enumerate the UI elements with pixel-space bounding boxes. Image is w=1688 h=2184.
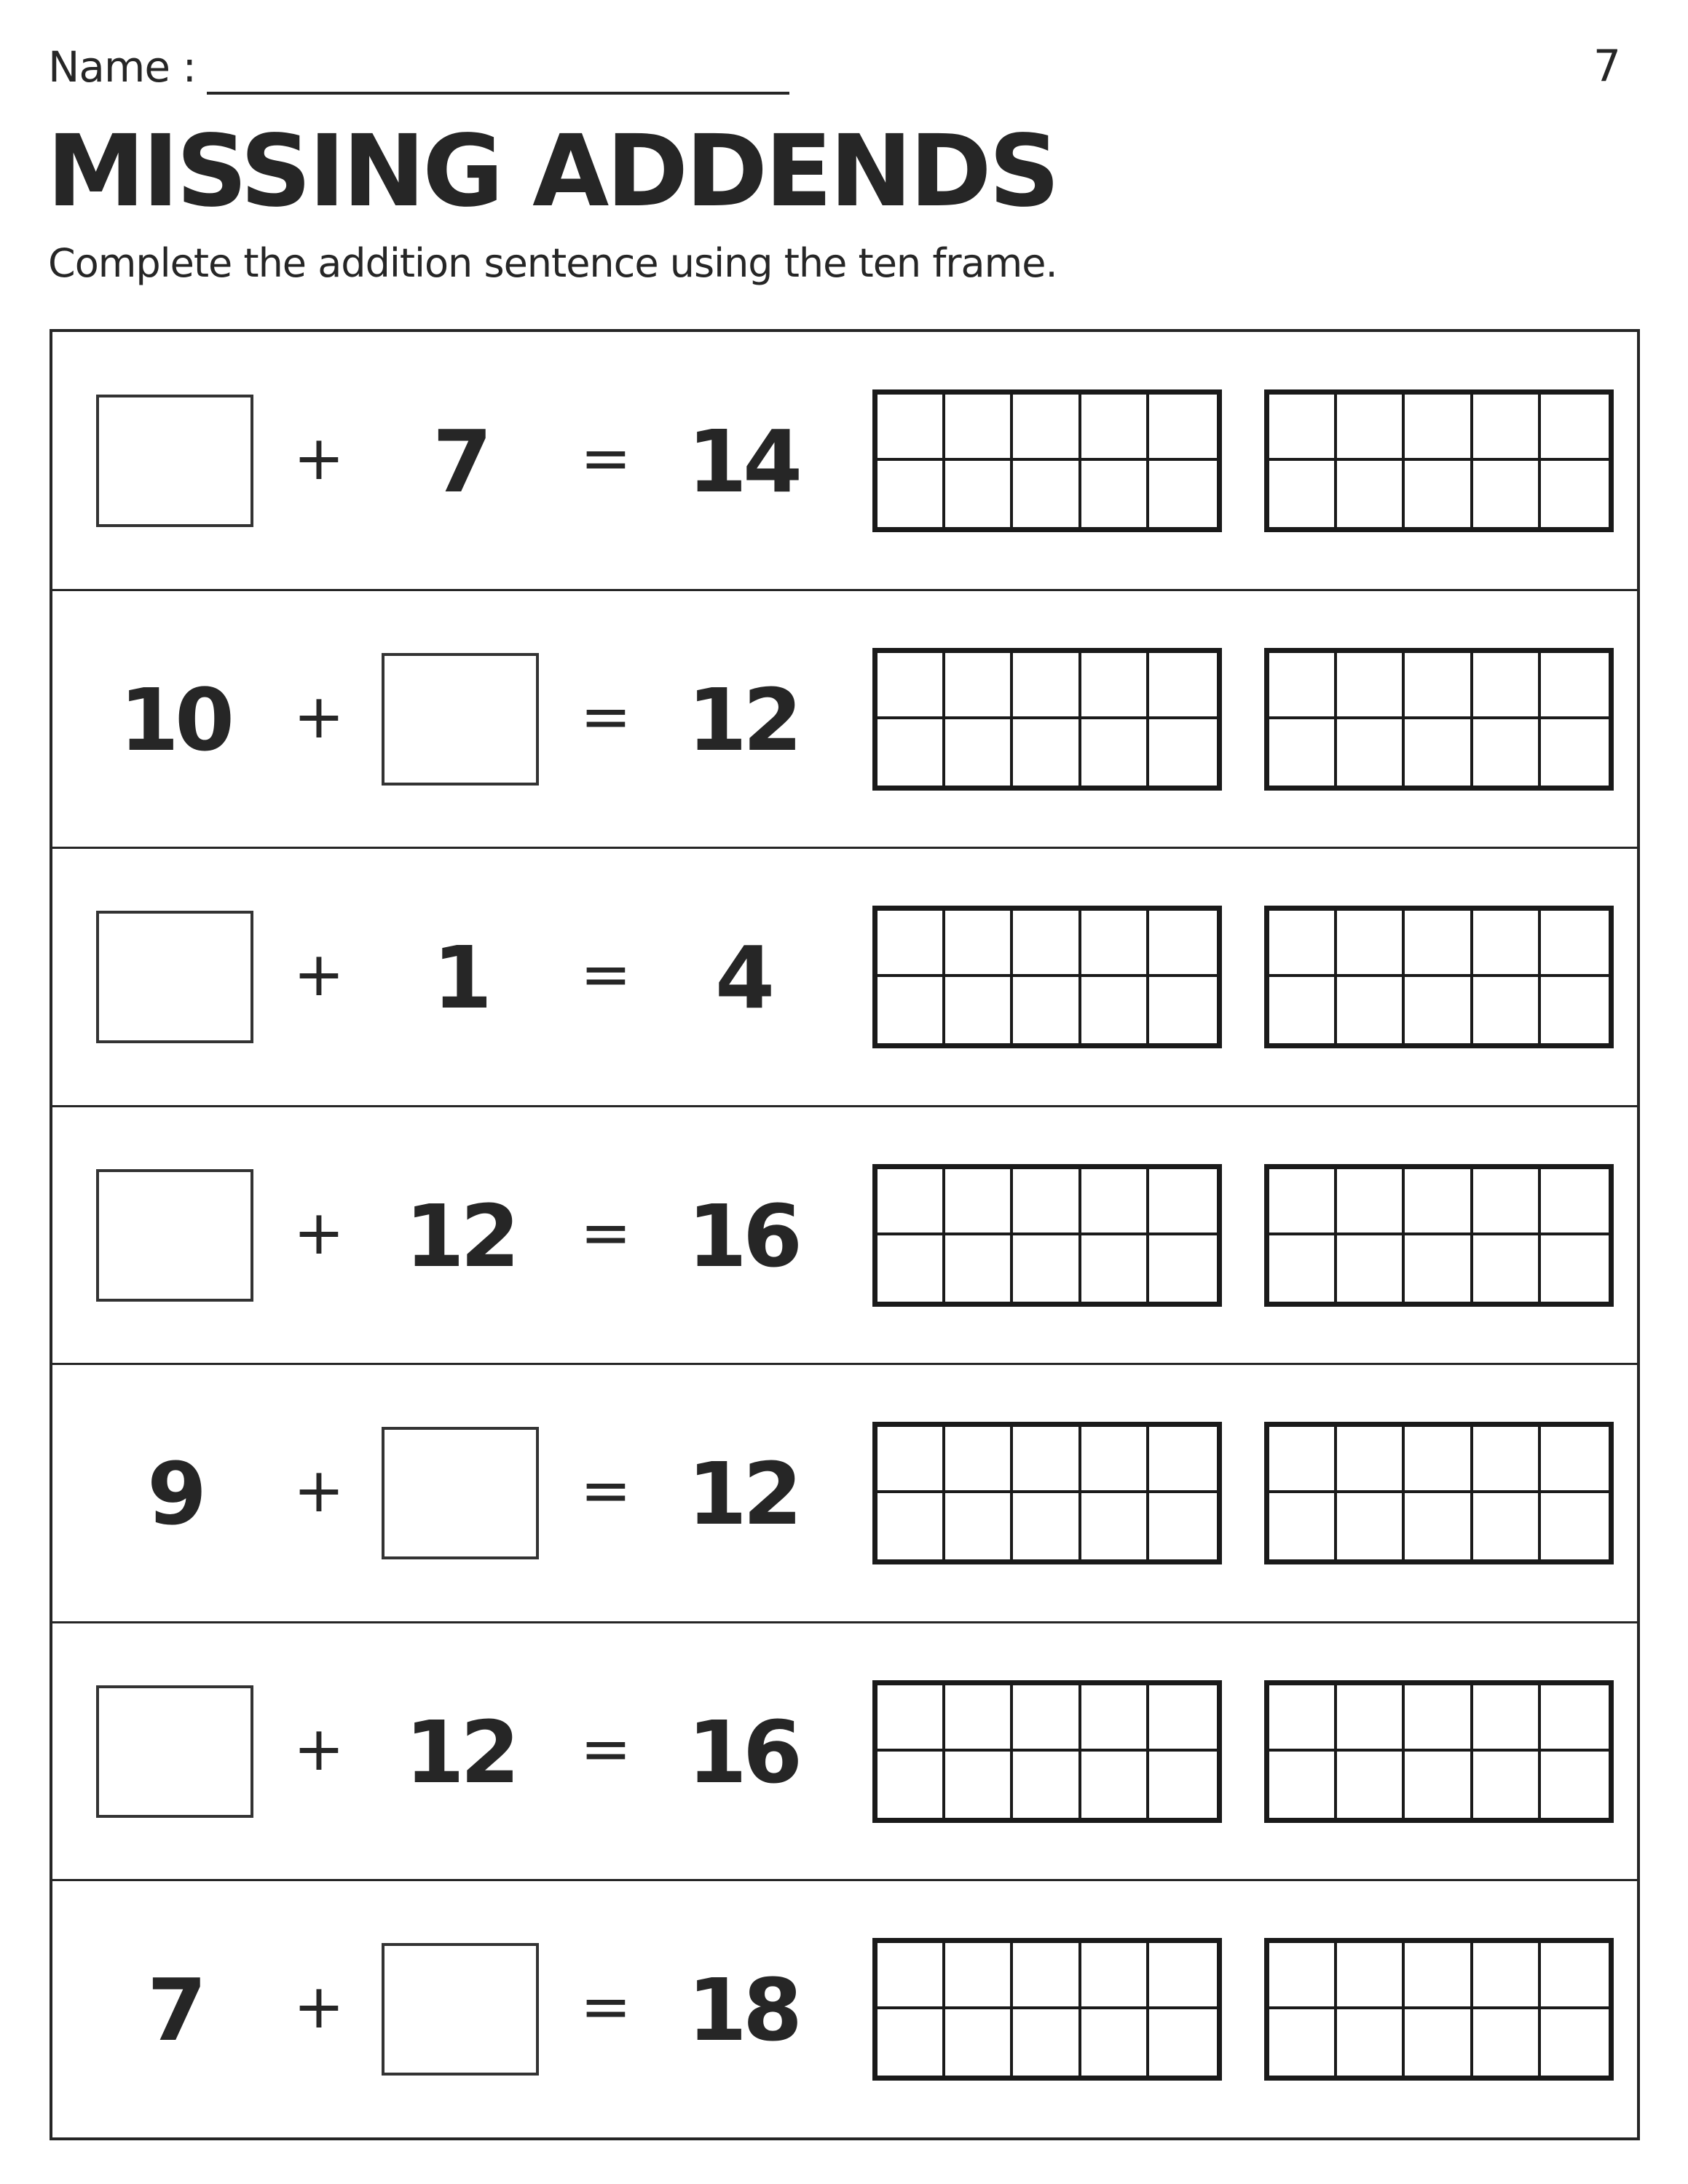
ten-frame-cell[interactable] — [1473, 653, 1541, 719]
ten-frame-cell[interactable] — [1405, 395, 1472, 461]
answer-box[interactable] — [382, 1427, 539, 1559]
ten-frame-cell[interactable] — [1337, 977, 1405, 1043]
plus-sign: + — [293, 1712, 345, 1784]
worksheet-title: MISSING ADDENDS — [47, 114, 1057, 229]
ten-frame-cell[interactable] — [1013, 653, 1081, 719]
ten-frame-cell[interactable] — [945, 395, 1013, 461]
ten-frame-cell[interactable] — [945, 461, 1013, 527]
ten-frame-cell[interactable] — [1541, 1427, 1609, 1493]
answer-box[interactable] — [382, 653, 539, 786]
ten-frame-cell[interactable] — [1269, 1752, 1337, 1818]
ten-frame-cell[interactable] — [1541, 395, 1609, 461]
ten-frame-cell[interactable] — [1013, 1235, 1081, 1302]
ten-frame-cell[interactable] — [945, 1235, 1013, 1302]
ten-frame-cell[interactable] — [1269, 911, 1337, 977]
problem-row — [52, 1107, 1637, 1365]
answer-box[interactable] — [382, 1943, 539, 2076]
ten-frame-cell[interactable] — [1405, 719, 1472, 786]
ten-frame-cell[interactable] — [1337, 1493, 1405, 1559]
equals-sign: = — [580, 422, 632, 494]
ten-frame-cell[interactable] — [1081, 1235, 1149, 1302]
ten-frame-cell[interactable] — [1541, 911, 1609, 977]
ten-frame-cell[interactable] — [1013, 977, 1081, 1043]
addend2-value: 12 — [404, 1185, 516, 1286]
ten-frame-cell[interactable] — [945, 1493, 1013, 1559]
page-number: 7 — [1593, 41, 1621, 92]
name-field-line[interactable] — [207, 92, 789, 95]
ten-frame-cell[interactable] — [1081, 461, 1149, 527]
problem-row — [52, 332, 1637, 590]
ten-frame-cell[interactable] — [1149, 1752, 1217, 1818]
sum-value: 12 — [687, 1444, 799, 1545]
ten-frame-cell[interactable] — [1013, 1493, 1081, 1559]
ten-frame-cell[interactable] — [1269, 653, 1337, 719]
ten-frame-cell[interactable] — [877, 719, 945, 786]
ten-frame-cell[interactable] — [1405, 1427, 1472, 1493]
ten-frame-cell[interactable] — [1269, 461, 1337, 527]
ten-frame-cell[interactable] — [1149, 461, 1217, 527]
ten-frame-cell[interactable] — [1337, 1943, 1405, 2009]
answer-box[interactable] — [96, 395, 253, 527]
ten-frame-cell[interactable] — [1269, 1685, 1337, 1752]
ten-frame-cell[interactable] — [945, 2009, 1013, 2076]
ten-frame-cell[interactable] — [877, 977, 945, 1043]
ten-frame-cell[interactable] — [1269, 719, 1337, 786]
ten-frame-cell[interactable] — [1405, 911, 1472, 977]
ten-frame-cell[interactable] — [1473, 1943, 1541, 2009]
addend2-value: 7 — [432, 411, 489, 513]
ten-frame-cell[interactable] — [1081, 977, 1149, 1043]
ten-frame-cell[interactable] — [1405, 2009, 1472, 2076]
plus-sign: + — [293, 680, 345, 752]
ten-frame-cell[interactable] — [1405, 977, 1472, 1043]
ten-frame-cell[interactable] — [1541, 2009, 1609, 2076]
ten-frame — [1264, 1938, 1614, 2081]
ten-frame-cell[interactable] — [945, 719, 1013, 786]
ten-frame-cell[interactable] — [1541, 1752, 1609, 1818]
equals-sign: = — [580, 680, 632, 752]
ten-frame-cell[interactable] — [945, 1685, 1013, 1752]
ten-frame-cell[interactable] — [1473, 461, 1541, 527]
ten-frame-cell[interactable] — [1081, 1427, 1149, 1493]
problem-row — [52, 1880, 1637, 2139]
ten-frame — [1264, 1422, 1614, 1564]
ten-frame-cell[interactable] — [1013, 1169, 1081, 1235]
ten-frame-cell[interactable] — [945, 653, 1013, 719]
ten-frame-cell[interactable] — [877, 1169, 945, 1235]
ten-frame-cell[interactable] — [1541, 977, 1609, 1043]
addend1-value: 10 — [119, 669, 231, 770]
problem-row — [52, 1364, 1637, 1623]
addend2-value: 1 — [432, 927, 489, 1029]
ten-frame-cell[interactable] — [945, 1169, 1013, 1235]
plus-sign: + — [293, 1196, 345, 1268]
ten-frame-cell[interactable] — [1013, 719, 1081, 786]
ten-frame-cell[interactable] — [1337, 1169, 1405, 1235]
addend1-value: 7 — [146, 1960, 203, 2061]
ten-frame-cell[interactable] — [1149, 977, 1217, 1043]
ten-frame-cell[interactable] — [1337, 719, 1405, 786]
ten-frame-cell[interactable] — [945, 977, 1013, 1043]
ten-frame-cell[interactable] — [1269, 1943, 1337, 2009]
problem-row — [52, 590, 1637, 849]
ten-frame-cell[interactable] — [1149, 1235, 1217, 1302]
ten-frame-cell[interactable] — [877, 461, 945, 527]
ten-frame-cell[interactable] — [1149, 1685, 1217, 1752]
ten-frame-cell[interactable] — [945, 1752, 1013, 1818]
ten-frame-cell[interactable] — [1149, 1427, 1217, 1493]
ten-frame-cell[interactable] — [1405, 1235, 1472, 1302]
ten-frame-cell[interactable] — [1269, 977, 1337, 1043]
ten-frame-cell[interactable] — [1405, 1752, 1472, 1818]
ten-frame-cell[interactable] — [1405, 653, 1472, 719]
sum-value: 16 — [687, 1185, 799, 1286]
ten-frame-cell[interactable] — [1081, 1752, 1149, 1818]
plus-sign: + — [293, 1455, 345, 1527]
ten-frame-cell[interactable] — [1473, 1427, 1541, 1493]
ten-frame — [872, 1164, 1222, 1307]
ten-frame-cell[interactable] — [1405, 1493, 1472, 1559]
ten-frame-cell[interactable] — [1473, 911, 1541, 977]
ten-frame — [872, 648, 1222, 791]
ten-frame-cell[interactable] — [1149, 395, 1217, 461]
equals-sign: = — [580, 1455, 632, 1527]
ten-frame — [872, 1422, 1222, 1564]
equals-sign: = — [580, 938, 632, 1010]
ten-frame-cell[interactable] — [877, 1235, 945, 1302]
ten-frame — [872, 1680, 1222, 1823]
ten-frame-cell[interactable] — [1013, 1752, 1081, 1818]
ten-frame-cell[interactable] — [1013, 1685, 1081, 1752]
ten-frame-cell[interactable] — [1081, 1169, 1149, 1235]
sum-value: 4 — [714, 927, 771, 1029]
addend2-value: 12 — [404, 1701, 516, 1803]
ten-frame-cell[interactable] — [1337, 461, 1405, 527]
ten-frame-cell[interactable] — [877, 1427, 945, 1493]
ten-frame-cell[interactable] — [1541, 1169, 1609, 1235]
ten-frame-cell[interactable] — [877, 1493, 945, 1559]
ten-frame-cell[interactable] — [1541, 1235, 1609, 1302]
ten-frame-cell[interactable] — [1405, 1169, 1472, 1235]
ten-frame-cell[interactable] — [1337, 2009, 1405, 2076]
ten-frame-cell[interactable] — [1013, 2009, 1081, 2076]
ten-frame — [1264, 1680, 1614, 1823]
problem-row — [52, 848, 1637, 1107]
ten-frame-cell[interactable] — [1337, 653, 1405, 719]
ten-frame-cell[interactable] — [1337, 1685, 1405, 1752]
ten-frame-cell[interactable] — [1149, 1169, 1217, 1235]
ten-frame-cell[interactable] — [1541, 1943, 1609, 2009]
sum-value: 18 — [687, 1960, 799, 2061]
equals-sign: = — [580, 1196, 632, 1268]
name-label: Name : — [48, 42, 197, 92]
ten-frame-cell[interactable] — [1269, 395, 1337, 461]
problem-row — [52, 1623, 1637, 1881]
ten-frame-cell[interactable] — [1473, 1169, 1541, 1235]
ten-frame-cell[interactable] — [1081, 719, 1149, 786]
ten-frame-cell[interactable] — [1081, 911, 1149, 977]
ten-frame-cell[interactable] — [1081, 395, 1149, 461]
ten-frame-cell[interactable] — [1337, 1427, 1405, 1493]
ten-frame-cell[interactable] — [1541, 1493, 1609, 1559]
ten-frame-cell[interactable] — [1541, 719, 1609, 786]
equals-sign: = — [580, 1971, 632, 2043]
ten-frame-cell[interactable] — [1013, 1427, 1081, 1493]
addend1-value: 9 — [146, 1444, 203, 1545]
equals-sign: = — [580, 1712, 632, 1784]
ten-frame-cell[interactable] — [877, 1943, 945, 2009]
ten-frame-cell[interactable] — [1405, 1943, 1472, 2009]
instructions: Complete the addition sentence using the ten frame. — [48, 240, 1057, 286]
ten-frame — [872, 906, 1222, 1048]
ten-frame-cell[interactable] — [877, 1685, 945, 1752]
answer-box[interactable] — [96, 1169, 253, 1302]
plus-sign: + — [293, 1971, 345, 2043]
ten-frame-cell[interactable] — [1149, 1943, 1217, 2009]
ten-frame — [872, 389, 1222, 532]
ten-frame-cell[interactable] — [1405, 1685, 1472, 1752]
ten-frame-cell[interactable] — [1473, 977, 1541, 1043]
ten-frame-cell[interactable] — [1337, 395, 1405, 461]
ten-frame-cell[interactable] — [1473, 1685, 1541, 1752]
ten-frame-cell[interactable] — [945, 1943, 1013, 2009]
ten-frame-cell[interactable] — [1149, 2009, 1217, 2076]
ten-frame-cell[interactable] — [1473, 1235, 1541, 1302]
ten-frame-cell[interactable] — [1473, 395, 1541, 461]
ten-frame-cell[interactable] — [945, 911, 1013, 977]
sum-value: 14 — [687, 411, 799, 513]
ten-frame-cell[interactable] — [1081, 2009, 1149, 2076]
ten-frame-cell[interactable] — [1269, 1493, 1337, 1559]
ten-frame-cell[interactable] — [1081, 653, 1149, 719]
sum-value: 16 — [687, 1701, 799, 1803]
ten-frame-cell[interactable] — [1269, 1427, 1337, 1493]
ten-frame-cell[interactable] — [1541, 1685, 1609, 1752]
plus-sign: + — [293, 938, 345, 1010]
ten-frame-cell[interactable] — [1013, 1943, 1081, 2009]
ten-frame — [1264, 906, 1614, 1048]
ten-frame-cell[interactable] — [1337, 911, 1405, 977]
ten-frame-cell[interactable] — [1473, 1752, 1541, 1818]
ten-frame-cell[interactable] — [1013, 395, 1081, 461]
ten-frame-cell[interactable] — [1541, 653, 1609, 719]
ten-frame-cell[interactable] — [1405, 461, 1472, 527]
sum-value: 12 — [687, 669, 799, 770]
answer-box[interactable] — [96, 1685, 253, 1818]
ten-frame-cell[interactable] — [1337, 1752, 1405, 1818]
ten-frame — [872, 1938, 1222, 2081]
ten-frame-cell[interactable] — [1149, 653, 1217, 719]
ten-frame-cell[interactable] — [1149, 719, 1217, 786]
ten-frame-cell[interactable] — [1081, 1493, 1149, 1559]
ten-frame-cell[interactable] — [1269, 1235, 1337, 1302]
ten-frame-cell[interactable] — [1149, 911, 1217, 977]
ten-frame-cell[interactable] — [1149, 1493, 1217, 1559]
ten-frame-cell[interactable] — [1473, 2009, 1541, 2076]
ten-frame-cell[interactable] — [1473, 719, 1541, 786]
ten-frame-cell[interactable] — [877, 2009, 945, 2076]
ten-frame-cell[interactable] — [1013, 461, 1081, 527]
ten-frame-cell[interactable] — [877, 1752, 945, 1818]
ten-frame-cell[interactable] — [1269, 2009, 1337, 2076]
ten-frame-cell[interactable] — [1013, 911, 1081, 977]
ten-frame-cell[interactable] — [1269, 1169, 1337, 1235]
ten-frame-cell[interactable] — [877, 653, 945, 719]
ten-frame — [1264, 1164, 1614, 1307]
problem-grid — [50, 329, 1640, 2140]
ten-frame-cell[interactable] — [1473, 1493, 1541, 1559]
ten-frame-cell[interactable] — [1081, 1685, 1149, 1752]
ten-frame — [1264, 389, 1614, 532]
ten-frame — [1264, 648, 1614, 791]
ten-frame-cell[interactable] — [877, 395, 945, 461]
ten-frame-cell[interactable] — [1081, 1943, 1149, 2009]
ten-frame-cell[interactable] — [877, 911, 945, 977]
ten-frame-cell[interactable] — [1541, 461, 1609, 527]
ten-frame-cell[interactable] — [1337, 1235, 1405, 1302]
plus-sign: + — [293, 422, 345, 494]
answer-box[interactable] — [96, 911, 253, 1043]
ten-frame-cell[interactable] — [945, 1427, 1013, 1493]
